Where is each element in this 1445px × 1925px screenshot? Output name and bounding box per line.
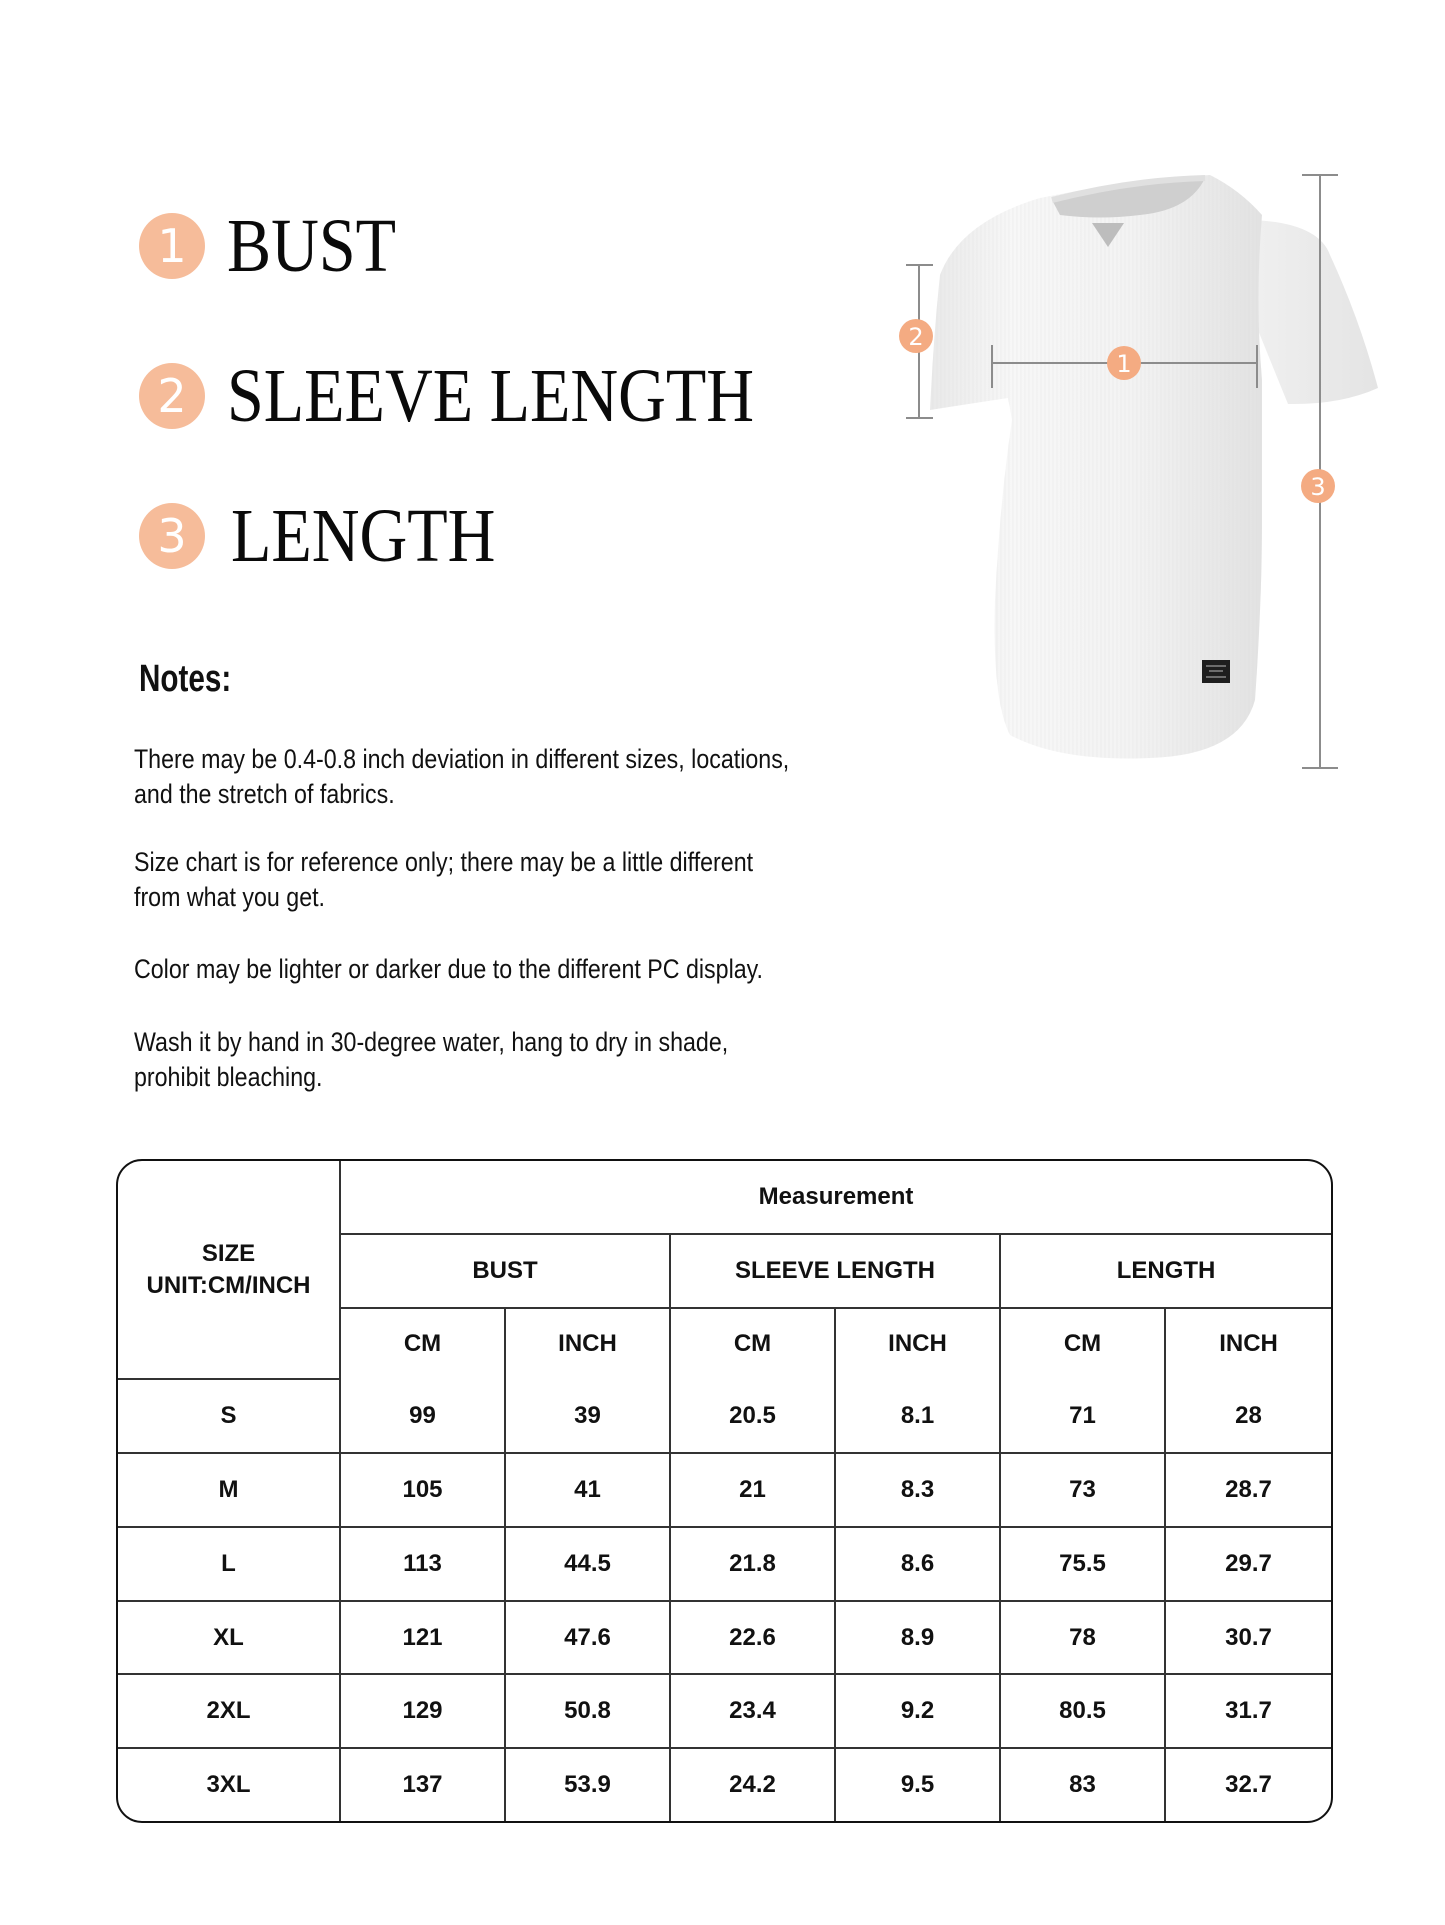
number-3-badge-icon: 3: [139, 503, 205, 569]
size-cell: S: [118, 1380, 341, 1454]
value-cell: 73: [1001, 1454, 1166, 1528]
unit-header: INCH: [506, 1309, 671, 1381]
value-cell: 31.7: [1166, 1675, 1331, 1749]
note-paragraph: [134, 1025, 728, 1095]
note-paragraph: [134, 845, 753, 915]
value-cell: 20.5: [671, 1380, 836, 1454]
value-cell: 9.2: [836, 1675, 1001, 1749]
right-sleeve: [1250, 220, 1378, 404]
table-row: [118, 1454, 1331, 1528]
value-cell: 24.2: [671, 1749, 836, 1821]
size-cell: 3XL: [118, 1749, 341, 1821]
value-cell: 39: [506, 1380, 671, 1454]
value-cell: 137: [341, 1749, 506, 1821]
header-row-measurement: [118, 1161, 1331, 1235]
value-cell: 21.8: [671, 1528, 836, 1602]
unit-header: CM: [671, 1309, 836, 1381]
note-line: Color may be lighter or darker due to the different PC display.: [134, 954, 763, 984]
value-cell: 113: [341, 1528, 506, 1602]
unit-header: CM: [1001, 1309, 1166, 1381]
legend-label: BUST: [227, 204, 397, 288]
value-cell: 8.6: [836, 1528, 1001, 1602]
table-row: [118, 1380, 1331, 1454]
size-cell: XL: [118, 1602, 341, 1676]
value-cell: 50.8: [506, 1675, 671, 1749]
group-header-length: LENGTH: [1001, 1235, 1331, 1309]
value-cell: 99: [341, 1380, 506, 1454]
unit-header: INCH: [836, 1309, 1001, 1381]
size-header-label: SIZE: [201, 1239, 256, 1267]
size-unit-header: [118, 1161, 341, 1380]
measurement-header: Measurement: [341, 1161, 1331, 1235]
legend-label: LENGTH: [231, 494, 496, 578]
size-chart-table: [116, 1159, 1333, 1823]
table-row: [118, 1528, 1331, 1602]
value-cell: 28.7: [1166, 1454, 1331, 1528]
size-cell: L: [118, 1528, 341, 1602]
value-cell: 9.5: [836, 1749, 1001, 1821]
value-cell: 41: [506, 1454, 671, 1528]
size-cell: 2XL: [118, 1675, 341, 1749]
value-cell: 75.5: [1001, 1528, 1166, 1602]
table-row: [118, 1749, 1331, 1821]
note-line: There may be 0.4-0.8 inch deviation in different sizes, locations,: [134, 744, 790, 774]
value-cell: 23.4: [671, 1675, 836, 1749]
value-cell: 53.9: [506, 1749, 671, 1821]
marker-2-text: 2: [908, 323, 924, 351]
legend-label: SLEEVE LENGTH: [227, 354, 755, 438]
note-line: prohibit bleaching.: [134, 1062, 323, 1092]
value-cell: 78: [1001, 1602, 1166, 1676]
notes-title: Notes:: [139, 658, 232, 700]
group-header-sleeve-length: SLEEVE LENGTH: [671, 1235, 1001, 1309]
table-row: [118, 1602, 1331, 1676]
number-1-badge-icon: 1: [139, 213, 205, 279]
group-header-bust: BUST: [341, 1235, 671, 1309]
unit-header: CM: [341, 1309, 506, 1381]
table-row: [118, 1675, 1331, 1749]
marker-1-text: 1: [1116, 350, 1132, 378]
value-cell: 83: [1001, 1749, 1166, 1821]
value-cell: 121: [341, 1602, 506, 1676]
note-line: from what you get.: [134, 882, 326, 912]
note-paragraph: [134, 952, 763, 987]
value-cell: 28: [1166, 1380, 1331, 1454]
value-cell: 29.7: [1166, 1528, 1331, 1602]
marker-1-icon: [1107, 346, 1141, 380]
tshirt-diagram: [880, 160, 1400, 790]
value-cell: 30.7: [1166, 1602, 1331, 1676]
value-cell: 21: [671, 1454, 836, 1528]
note-line: Wash it by hand in 30-degree water, hang to dry in shade,: [134, 1027, 729, 1057]
number-2-badge-icon: 2: [139, 363, 205, 429]
value-cell: 71: [1001, 1380, 1166, 1454]
note-line: and the stretch of fabrics.: [134, 779, 395, 809]
value-cell: 129: [341, 1675, 506, 1749]
value-cell: 47.6: [506, 1602, 671, 1676]
marker-3-icon: [1301, 469, 1335, 503]
value-cell: 8.3: [836, 1454, 1001, 1528]
marker-2-icon: [899, 319, 933, 353]
marker-3-text: 3: [1310, 473, 1326, 501]
brand-label-patch: [1202, 660, 1230, 683]
note-line: Size chart is for reference only; there may be a little different: [134, 847, 754, 877]
unit-header: INCH: [1219, 1330, 1278, 1358]
value-cell: 80.5: [1001, 1675, 1166, 1749]
value-cell: 44.5: [506, 1528, 671, 1602]
unit-header-label: UNIT:CM/INCH: [146, 1271, 311, 1299]
value-cell: 32.7: [1225, 1771, 1272, 1799]
value-cell: 8.1: [836, 1380, 1001, 1454]
value-cell: 8.9: [836, 1602, 1001, 1676]
size-cell: M: [118, 1454, 341, 1528]
value-cell: 105: [341, 1454, 506, 1528]
note-paragraph: [134, 742, 789, 812]
value-cell: 22.6: [671, 1602, 836, 1676]
